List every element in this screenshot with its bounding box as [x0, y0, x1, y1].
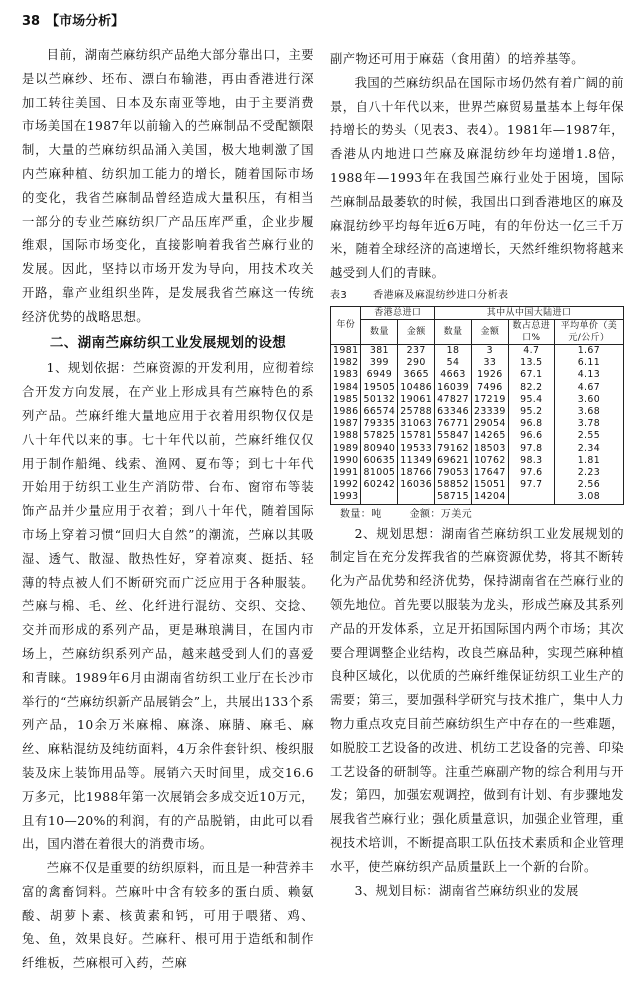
table-row [331, 467, 624, 479]
note-amount-unit: 金额：万美元 [409, 508, 473, 520]
table-cell: 79335 [361, 418, 398, 430]
table-row [331, 344, 624, 357]
table-cell: 3.08 [554, 491, 623, 504]
table-cell: 76771 [435, 418, 472, 430]
table-row [331, 369, 624, 381]
table-cell: 3.78 [554, 418, 623, 430]
import-table [330, 306, 624, 505]
table-cell: 1.67 [554, 344, 623, 357]
table-cell [508, 491, 554, 504]
paragraph-ramie-feed: 苎麻不仅是重要的纺织原料，而且是一种营养丰富的禽畜饲料。苎麻叶中含有较多的蛋白质、赖氨酸、胡萝卜素、核黄素和钙，可用于喂猪、鸡、兔、鱼，效果良好。苎麻秆、根可用于造纸和制作纤维板，苎麻根可入药，苎麻 [22, 861, 314, 971]
table-cell: 19505 [361, 382, 398, 394]
table-row [331, 382, 624, 394]
subheader-cell: 金额 [398, 319, 435, 344]
table-cell: 17647 [471, 467, 508, 479]
table-cell: 14204 [471, 491, 508, 504]
table-cell: 81005 [361, 467, 398, 479]
table-cell: 29054 [471, 418, 508, 430]
table-cell: 1983 [331, 369, 361, 381]
table-cell: 18766 [398, 467, 435, 479]
table-cell: 1926 [471, 369, 508, 381]
table-cell: 290 [398, 357, 435, 369]
table-row [331, 394, 624, 406]
subheader-cell: 数量 [361, 319, 398, 344]
table-cell [398, 491, 435, 504]
table-cell: 1986 [331, 406, 361, 418]
table-cell: 11349 [398, 455, 435, 467]
table-cell: 19533 [398, 443, 435, 455]
table-cell: 96.6 [508, 430, 554, 442]
subheader-cell: 数占总进口% [508, 319, 554, 344]
table-row [331, 430, 624, 442]
header-from-mainland: 其中从中国大陆进口 [435, 306, 624, 319]
table-cell: 2.23 [554, 467, 623, 479]
table-cell: 66574 [361, 406, 398, 418]
right-column [330, 48, 624, 903]
table-cell: 10762 [471, 455, 508, 467]
table-cell: 13.5 [508, 357, 554, 369]
table-cell: 3 [471, 344, 508, 357]
table-cell: 1985 [331, 394, 361, 406]
paragraph-planning-goal: 3、规划目标：湖南省苎麻纺织业的发展 [354, 883, 579, 898]
header-hk-total: 香港总进口 [361, 306, 435, 319]
subheader-cell: 金额 [471, 319, 508, 344]
table-cell: 18 [435, 344, 472, 357]
table-cell: 1991 [331, 467, 361, 479]
table-cell: 50132 [361, 394, 398, 406]
subheader-cell: 数量 [435, 319, 472, 344]
table-cell: 1989 [331, 443, 361, 455]
table-cell: 60242 [361, 479, 398, 491]
table-cell: 54 [435, 357, 472, 369]
table-cell: 1981 [331, 344, 361, 357]
table-cell: 1988 [331, 430, 361, 442]
table-cell: 1984 [331, 382, 361, 394]
table-cell: 57825 [361, 430, 398, 442]
header-year: 年份 [331, 306, 361, 344]
table-row [331, 479, 624, 491]
table-cell: 4.67 [554, 382, 623, 394]
paragraph-market-status: 目前，湖南苎麻纺织产品绝大部分靠出口，主要是以苎麻纱、坯布、漂白布输港，再由香港进行深加工转往美国、日本及东南亚等地，由于主要消费市场美国在1987年以前输入的苎麻制品不受配额限制，大量的苎麻纺织品涌入美国，极大地刺激了国内苎麻种植、纺织加工能力的增长，随着国际市场的变化，我省苎麻制品曾经造成大量积压，有相当一部分的专业苎麻纺织厂产品压库严重，企业步履维艰，国际市场变化，直接影响着我省苎麻行业的发展。因此，坚持以市场开发为导向，用技术攻关开路，靠产业组织坐阵，是发展我省苎麻这一传统经济优势的战略思想。 [22, 48, 314, 324]
table-cell: 1.81 [554, 455, 623, 467]
table-cell: 79053 [435, 467, 472, 479]
table-cell: 6.11 [554, 357, 623, 369]
table-cell: 2.56 [554, 479, 623, 491]
paragraph-continuation: 副产物还可用于麻菇（食用菌）的培养基等。 [330, 52, 584, 66]
subheader-cell: 平均单价（美元/公斤） [554, 319, 623, 344]
page-header [22, 10, 124, 29]
paragraph-planning-basis: 1、规划依据：苎麻资源的开发利用，应彻着综合开发方向发展，在产业上形成具有苎麻特色的系列产品。苎麻纤维大量地应用于衣着用织物仅仅是八十年代以来的事。七十年代以前，苎麻纤维仅仅用于制作船绳、线索、渔网、夏布等；到七十年代开始用于纺织工业生产消防带、台布、窗帘布等装饰产品并少量应用于衣着；到八十年代，随着国际市场上穿着习惯“回归大自然”的潮流，苎麻以其吸湿、透气、散湿、散热性好，穿着凉爽、挺括、轻薄的特点被人们不断研究而广泛应用于各种服装。苎麻与棉、毛、丝、化纤进行混纺、交织、交捻、交并而形成的系列产品，更是琳琅满目，在国内市场上，苎麻纺织系列产品，越来越受到人们的喜爱和青睐。1989年6月由湖南省纺织工业厅在长沙市举行的“苎麻纺织新产品展销会”上，共展出133个系列产品，10余万米麻棉、麻涤、麻腈、麻毛、麻丝、麻粘混纺及纯纺面料，4万余件套针织、梭织服装及床上装饰用品等。展销六天时间里，成交16.6万多元，比1988年第一次展销会多成交近10万元，且有10—20%的利润，有的产品脱销，由此可以看出，国内潜在着很大的消费市场。 [22, 361, 314, 852]
table-cell: 58715 [435, 491, 472, 504]
paragraph-planning-thought: 2、规划思想：湖南省苎麻纺织工业发展规划的制定旨在充分发挥我省的苎麻资源优势，将其不断转化为产品优势和经济优势，保持湖南省在苎麻行业的领先地位。首先要以服装为龙头，形成苎麻及其系列产品的开发体系，立足开拓国际国内两个市场；其次要合理调整企业结构，改良苎麻品种，实现苎麻种植良种区域化，以优质的苎麻纤维保证纺织工业生产的需要；第三，要加强科学研究与技术推广，集中人力物力重点攻克目前苎麻纺织生产中存在的一些难题，如脱胶工艺设备的改进、机纺工艺设备的完善、印染工艺设备的研制等。注重苎麻副产物的综合利用与开发；第四，加强宏观调控，做到有计划、有步骤地发展我省苎麻行业；强化质量意识，加强企业管理，重视技术培训，不断提高职工队伍技术素质和企业管理水平，使苎麻纺织产品质量跃上一个新的台阶。 [330, 526, 624, 874]
table-cell: 19061 [398, 394, 435, 406]
table-cell: 1987 [331, 418, 361, 430]
table-cell: 399 [361, 357, 398, 369]
table-cell: 31063 [398, 418, 435, 430]
table-cell: 97.8 [508, 443, 554, 455]
table-row [331, 455, 624, 467]
paragraph-international-prospects: 我国的苎麻纺织品在国际市场仍然有着广阔的前景，自八十年代以来，世界苎麻贸易量基本上每年保持增长的势头（见表3、表4）。1981年—1987年，香港从内地进口苎麻及麻混纺纱年均递增1.8倍，1988年—1993年在我国苎麻行业处于困境，国际苎麻制品最萎软的时候，我国出口到香港地区的麻及麻混纺纱平均每年近6万吨，有的年份达一亿三千万米，随着全球经济的高速增长，天然纤维织物将越来越受到人们的青睐。 [330, 75, 624, 281]
table-title: 香港麻及麻混纺纱进口分析表 [373, 289, 509, 301]
table-cell: 1982 [331, 357, 361, 369]
table-row [331, 357, 624, 369]
table-row [331, 418, 624, 430]
left-column [22, 44, 314, 976]
table-cell: 47827 [435, 394, 472, 406]
table-cell: 23339 [471, 406, 508, 418]
table-cell: 98.3 [508, 455, 554, 467]
table-cell: 95.4 [508, 394, 554, 406]
section-title: 【市场分析】 [46, 14, 125, 29]
table-cell: 10486 [398, 382, 435, 394]
table-cell: 58852 [435, 479, 472, 491]
note-quantity-unit: 数量：吨 [340, 508, 382, 520]
table-cell: 60635 [361, 455, 398, 467]
table-row [331, 406, 624, 418]
table-cell: 1993 [331, 491, 361, 504]
table-cell: 4663 [435, 369, 472, 381]
table-cell: 3.60 [554, 394, 623, 406]
table-cell: 4.7 [508, 344, 554, 357]
table-row [331, 443, 624, 455]
table-label: 表3 [330, 289, 348, 301]
table-body [331, 344, 624, 504]
table-cell: 79162 [435, 443, 472, 455]
table-cell: 17219 [471, 394, 508, 406]
table-cell: 97.7 [508, 479, 554, 491]
table-cell: 25788 [398, 406, 435, 418]
table-cell: 237 [398, 344, 435, 357]
table-cell: 18503 [471, 443, 508, 455]
table-cell: 97.6 [508, 467, 554, 479]
table-cell: 1992 [331, 479, 361, 491]
table-row [331, 491, 624, 504]
table-cell: 80940 [361, 443, 398, 455]
table-cell: 67.1 [508, 369, 554, 381]
table-cell: 381 [361, 344, 398, 357]
table-cell: 33 [471, 357, 508, 369]
table-cell: 55847 [435, 430, 472, 442]
table-cell: 15051 [471, 479, 508, 491]
table-note [340, 507, 624, 523]
table-cell: 3.68 [554, 406, 623, 418]
table-cell: 7496 [471, 382, 508, 394]
table-cell: 1990 [331, 455, 361, 467]
table-caption [330, 288, 624, 304]
table-cell: 6949 [361, 369, 398, 381]
table-cell: 2.34 [554, 443, 623, 455]
table-cell: 16039 [435, 382, 472, 394]
table-cell: 95.2 [508, 406, 554, 418]
table-cell: 3665 [398, 369, 435, 381]
table-cell [361, 491, 398, 504]
table-cell: 96.8 [508, 418, 554, 430]
table-cell: 2.55 [554, 430, 623, 442]
page-number: 38 [22, 14, 41, 29]
table-cell: 4.13 [554, 369, 623, 381]
table-cell: 16036 [398, 479, 435, 491]
table-cell: 82.2 [508, 382, 554, 394]
table-cell: 69621 [435, 455, 472, 467]
table-cell: 15781 [398, 430, 435, 442]
section-heading: 二、湖南苎麻纺织工业发展规划的设想 [49, 334, 287, 351]
table-cell: 63346 [435, 406, 472, 418]
table-cell: 14265 [471, 430, 508, 442]
